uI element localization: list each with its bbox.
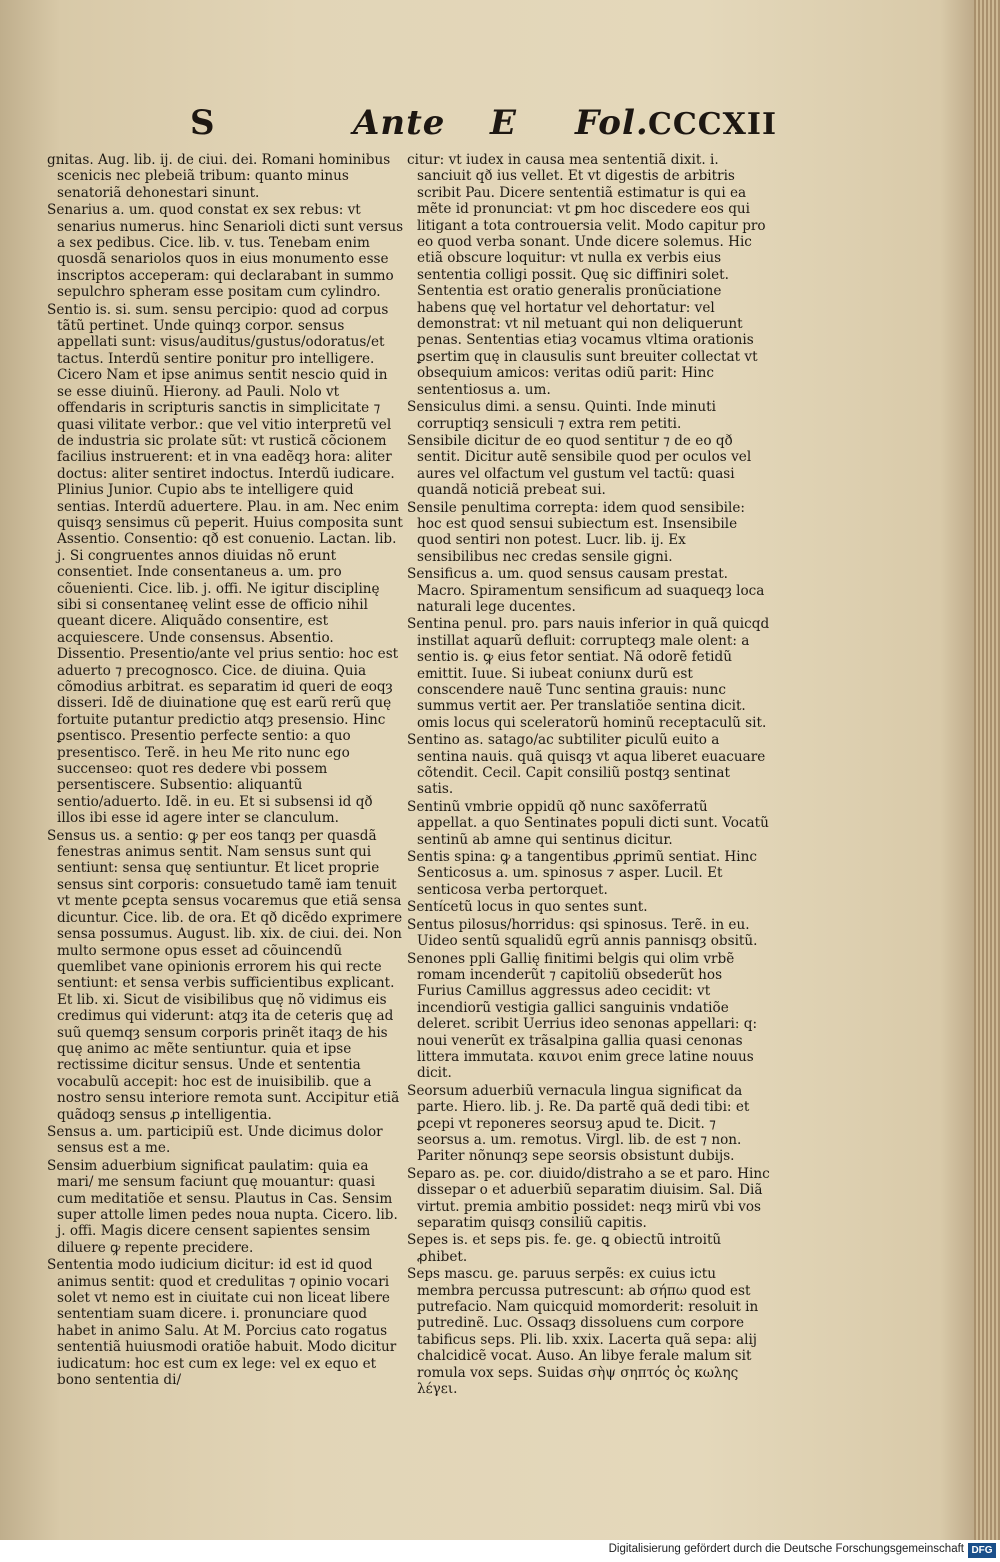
footer-bar	[0, 1540, 1000, 1562]
entry: Sentus pilosus/horridus: qsi spinosus. Terẽ. in eu. Uideo sentũ squalidũ egrũ annis pannisqȝ obsitũ.	[407, 916, 758, 950]
dfg-logo: DFG	[968, 1543, 996, 1558]
entry: Sentis spina: ꝙ a tangentibus ꝓprimũ sentiat. Hinc Senticosus a. um. spinosus ⁊ asper. Lucil. Et senticosa verba pertorquet.	[407, 849, 757, 898]
entry: Sententia modo iudicium dicitur: id est id quod animus sentit: quod et credulitas ⁊ opinio vocari solet vt nemo est in ciuitate cui non liceat libere sententiam suam dicere. i. pronunciare quod habet in animo Salu. At M. Porcius cato rogatus sententiã huiusmodi oratiõe habuit. Modo dicitur iudicatum: hoc est cum ex lege: vel ex equo et bono sententia di/	[47, 1257, 397, 1389]
entry: Sentio is. si. sum. sensu percipio: quod ad corpus tãtũ pertinet. Unde quinqȝ corpor. sensus appellati sunt: visus/auditus/gustus/odoratus/et tactus. Interdũ sentire ponitur pro intelligere. Cicero Nam et ipse animus sentit nescio quid in se esse diuinũ. Hierony. ad Pauli. Nolo vt offendaris in scripturis sanctis in simplicitate ⁊ quasi vilitate verbor.: que vel vitio interpretũ vel de industria sic prolate sũt: vt rusticã cõcionem facilius instruerent: et in vna eadẽqȝ hora: aliter doctus: aliter sentiret indoctus. Interdũ iudicare. Plinius Junior. Cupio abs te intelligere quid sentias. Interdũ aduertere. Plau. in am. Nec enim quisqȝ sensimus cũ peperit. Huius composita sunt Assentio. Consentio: qð est conuenio. Lactan. lib. j. Si congruentes annos diuidas nõ erunt consentiet. Inde consentaneus a. um. pro cõuenienti. Cice. lib. j. offi. Ne igitur disciplinę sibi si consentaneę velint esse de officio nihil queant dicere. Aliquãdo consentire, est acquiescere. Unde consensus. Absentio. Dissentio. Presentio/ante vel prius sentio: hoc est aduerto ⁊ precognosco. Cice. de diuina. Quia cõmodius arbitrat. es separatim id queri de eoqȝ disseri. Idẽ de diuinatione quę est earũ rerũ quę fortuite putantur predictio atqȝ presensio. Hinc ꝑsentisco. Presentio perfecte sentio: a quo presentisco. Terẽ. in heu Me rito nunc ego succenseo: quot res dedere vbi possem persentiscere. Subsentio: aliquantũ sentio/aduerto. Idẽ. in eu. Et si subsensi id qð illos ibi esse id agere inter se clanculum.	[47, 301, 403, 827]
signature-mark: S	[190, 103, 216, 143]
entry: citur: vt iudex in causa mea sententiã dixit. i. sanciuit qð ius vellet. Et vt digestis de arbitris scribit Pau. Dicere sententiã estimatur is qui ea mẽte id pronunciat: vt ꝑm hoc discedere eos qui litigant a tota controuersia velit. Modo capitur pro eo quod verba sonant. Unde dicere solemus. Hic etiã obscure loquitur: vt nulla ex verbis eius sententia colligi possit. Quę sic diffiniri solet. Sententia est oratio generalis pronũciatione habens quę vel hortatur vel dehortatur: vel demonstrat: vt nil metuant qui non deliquerunt penas. Sententias etiaȝ vocamus vltima orationis ꝑsertim quę in clausulis sunt breuiter collectat vt obsequium amicos: veritas odiũ parit: Hinc sententiosus a. um.	[407, 152, 766, 398]
running-header	[185, 103, 785, 151]
entry: Sensim aduerbium significat paulatim: quia ea mari/ me sensum faciunt quę mouantur: quasi cum meditatiõe et sensu. Plautus in Cas. Sensim super attolle limen pedes noua nupta. Cicero. lib. j. offi. Magis dicere censent sapientes sensim diluere ꝙ repente precidere.	[47, 1157, 398, 1256]
entry: Sensibile dicitur de eo quod sentitur ⁊ de eo qð sentit. Dicitur autẽ sensibile quod per oculos vel aures vel olfactum vel gustum vel tactũ: quasi quandã noticiã prebeat sui.	[407, 432, 752, 499]
entry: Sepes is. et seps pis. fe. ge. ꝗ obiectũ introitũ ꝓhibet.	[407, 1232, 722, 1265]
entry: gnitas. Aug. lib. ij. de ciui. dei. Romani hominibus scenicis nec plebeiã tribum: quanto minus senatoriã dehonestari sinunt.	[47, 152, 391, 201]
entry: Sensus a. um. participiũ est. Unde dicimus dolor sensus est a me.	[47, 1123, 383, 1157]
entry: Seps mascu. ge. paruus serpẽs: ex cuius ictu membra percussa putrescunt: ab σήπω quod est putrefacio. Nam quicquid momorderit: resoluit in putredinẽ. Luc. Ossaqȝ dissoluens cum corpore tabificus seps. Pli. lib. xxix. Lacerta quã sepa: alij chalcidicẽ vocat. Auso. An libye ferale malum sit romula vox seps. Suidas σὴψ σηπτός ὀς κωλης λέγει.	[407, 1266, 759, 1398]
header-word: Ante	[353, 103, 446, 143]
folio-number: CCCXII	[648, 107, 777, 142]
entry: Separo as. pe. cor. diuido/distraho a se et paro. Hinc dissepar o et aduerbiũ separatim diuisim. Sal. Diã virtut. premia ambitio possidet: neqȝ mirũ vbi vos separatim quisqȝ consiliũ capitis.	[407, 1165, 770, 1231]
entry: Sensile penultima correpta: idem quod sensibile: hoc est quod sensui subiectum est. Insensibile quod sentiri non potest. Lucr. lib. ij. Ex sensibilibus nec credas sensile gigni.	[407, 499, 745, 565]
entry: Senones ppli Gallię finitimi belgis qui olim vrbẽ romam incenderũt ⁊ capitoliũ obsederũt hos Furius Camillus aggressus adeo cecidit: vt incendiorũ vestigia gallici sanguinis vndatiõe deleret. scribit Uerrius ideo senonas appellari: q: noui venerũt ex trãsalpina gallia quasi cenonas littera immutata. καινοι enim grece latine nouus dicit.	[407, 950, 758, 1082]
page-edge	[974, 0, 1000, 1540]
entry: Sentina penul. pro. pars nauis inferior in quã quicqd instillat aquarũ defluit: corrupteqȝ male olent: a sentio is. ꝙ eius fetor sentiat. Nã odorẽ fetidũ emittit. Iuue. Si iubeat coniunx durũ est conscendere nauẽ Tunc sentina grauis: nunc summus vertit aer. Per translatiõe sentina dicit. omis locus qui sceleratorũ hominũ receptaculũ sit.	[407, 616, 770, 731]
right-column	[405, 152, 770, 1398]
funding-note: Digitalisierung gefördert durch die Deutsche Forschungsgemeinschaft	[608, 1543, 964, 1555]
entry: Sensificus a. um. quod sensus causam prestat. Macro. Spiramentum sensificum ad suaqueqȝ loca naturali lege ducentes.	[407, 566, 765, 615]
entry: Seorsum aduerbiũ vernacula lingua significat da parte. Hiero. lib. j. Re. Da partẽ quã dedi tibi: et ꝑcepi vt reponeres seorsuȝ apud te. Dicit. ⁊ seorsus a. um. remotus. Virgl. lib. de est ⁊ non. Pariter nõnunqȝ sepe seorsis obsistunt dubijs.	[407, 1082, 750, 1165]
entry: Sensus us. a sentio: ꝙ per eos tanqȝ per quasdã fenestras animus sentit. Nam sensus sunt qui sentiunt: sensa quę sentiuntur. Et licet proprie sensus sint corporis: consuetudo tamẽ iam tenuit vt mente ꝑcepta sensus vocaremus que etiã sensa dicuntur. Cice. lib. de ora. Et qð dicẽdo exprimere sensa possumus. August. lib. xix. de ciui. dei. Non multo sermone opus esset ad cõuincendũ quemlibet vane opinionis errorem his qui recte sentiunt: et sensa verbis sufficientibus explicant. Et lib. xi. Sicut de visibilibus quę nõ vidimus eis credimus qui viderunt: atqȝ ita de ceteris quę ad suũ quemqȝ sensum corporis prinẽt itaqȝ de his quę animo ac mẽte sentiuntur. quia et ipse rectissime dicitur sensus. Unde et sententia vocabulũ accepit: hoc est de inuisibilib. que a nostro sensu interiore remota sunt. Accipitur etiã quãdoqȝ sensus ꝓ intelligentia.	[47, 827, 403, 1123]
entry: Sensiculus dimi. a sensu. Quinti. Inde minuti corruptiqȝ sensiculi ⁊ extra rem petiti.	[407, 399, 716, 432]
left-column	[45, 152, 405, 1389]
entry: Sentinũ vmbrie oppidũ qð nunc saxõferratũ appellat. a quo Sentinates populi dicti sunt. Vocatũ sentinũ ab amne qui sentinus dicitur.	[407, 798, 769, 848]
entry: Sentino as. satago/ac subtiliter ꝑiculũ euito a sentina nauis. quã quisqȝ vt aqua liberet euacuare cõtendit. Cecil. Capit consiliũ postqȝ sentinat satis.	[407, 732, 766, 798]
header-letter: E	[490, 103, 517, 143]
entry: Sentícetũ locus in quo sentes sunt.	[407, 899, 648, 916]
entry: Senarius a. um. quod constat ex sex rebus: vt senarius numerus. hinc Senarioli dicti sunt versus a sex pedibus. Cice. lib. v. tus. Tenebam enim quosdã senariolos quos in eius monumento esse inscriptos acceperam: qui declarabant in summo sepulchro spheram esse positam cum cylindro.	[47, 202, 404, 301]
folio-label: Fol.	[575, 103, 649, 143]
